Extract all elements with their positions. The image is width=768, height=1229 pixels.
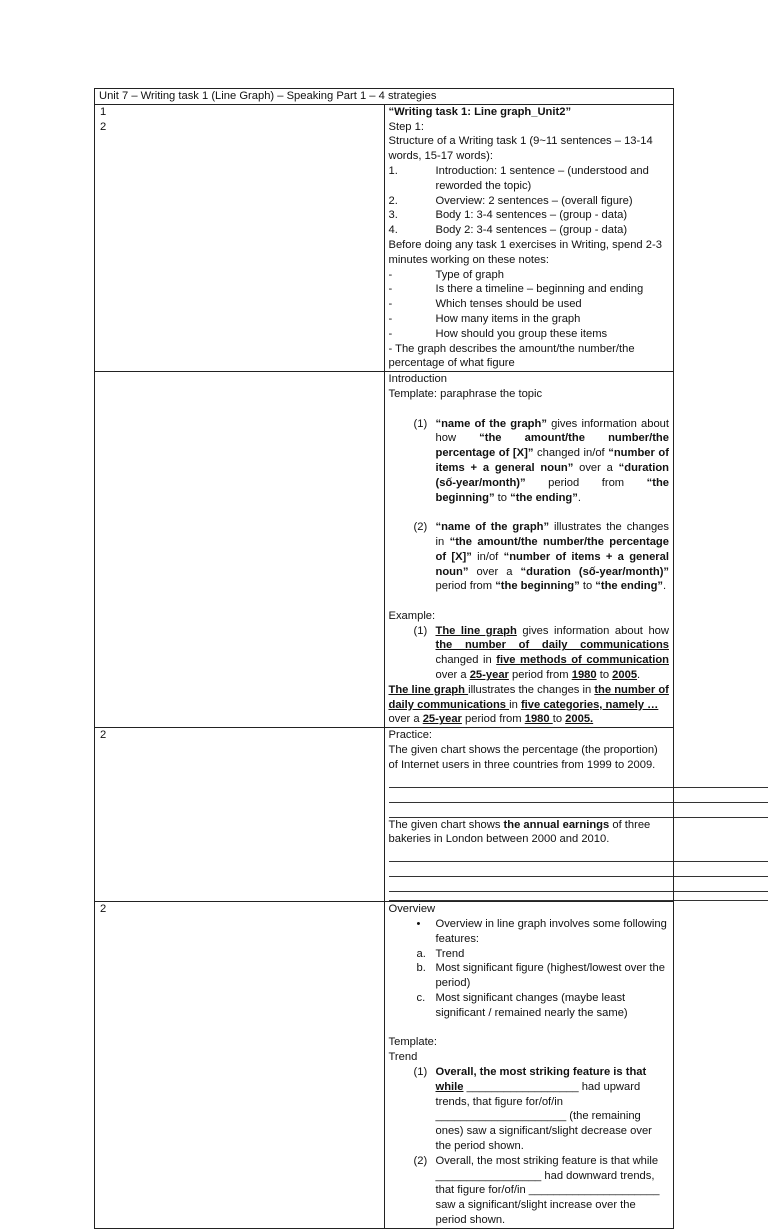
answer-line[interactable] (389, 788, 768, 803)
intro-label: Introduction (389, 372, 670, 387)
structure-intro: Structure of a Writing task 1 (9~11 sentences – 13-14 words, 15-17 words): (389, 134, 670, 164)
last-note: - The graph describes the amount/the number/the percentage of what figure (389, 342, 670, 372)
list-item: - Which tenses should be used (389, 297, 670, 312)
practice-prompt-2: The given chart shows the annual earnings of three bakeries in London between 2000 and 2010. (389, 818, 670, 848)
answer-line[interactable] (389, 847, 768, 862)
example-label: Example: (389, 609, 670, 624)
template-label: Template: (389, 1035, 670, 1050)
step-label: Step 1: (389, 120, 670, 135)
list-item: - How many items in the graph (389, 312, 670, 327)
trend-label: Trend (389, 1050, 670, 1065)
practice-prompt-1: The given chart shows the percentage (the proportion) of Internet users in three countries from 1999 to 2009. (389, 743, 670, 773)
template-2: (2) “name of the graph” illustrates the changes in “the amount/the number/the percentage of [X]” in/of “number of items + a general noun” over a “duration (số-year/month)” period from “the beginning” to “the ending”. (414, 520, 670, 594)
practice-label: Practice: (389, 728, 670, 743)
row-number: 2 (95, 902, 385, 1229)
answer-line[interactable] (389, 773, 768, 788)
overview-template-1: (1) Overall, the most striking feature is that while __________________ had upward trends, that figure for/of/in _____________________ (the remaining ones) saw a significant/slight decrease over the period shown. (414, 1065, 670, 1154)
overview-section (384, 902, 674, 1229)
list-item: 2. Overview: 2 sentences – (overall figure) (389, 194, 670, 209)
row-number: 2 (95, 728, 385, 902)
structure-section (384, 104, 674, 371)
structure-list (389, 164, 670, 238)
notes-intro: Before doing any task 1 exercises in Writing, spend 2-3 minutes working on these notes: (389, 238, 670, 268)
list-item: 4. Body 2: 3-4 sentences – (group - data) (389, 223, 670, 238)
list-item: - Is there a timeline – beginning and ending (389, 282, 670, 297)
row-number: 1 2 (95, 104, 385, 371)
list-item: c. Most significant changes (maybe least significant / remained nearly the same) (417, 991, 670, 1021)
example-1: (1) The line graph gives information about how the number of daily communications changed in five methods of communication over a 25-year period from 1980 to 2005. (414, 624, 670, 683)
row-number (95, 372, 385, 728)
answer-line[interactable] (389, 877, 768, 892)
example-2: The line graph illustrates the changes in the number of daily communications in five categories, namely … over a 25-year period from 1980 to 2005. (389, 683, 670, 727)
notes-list (389, 268, 670, 342)
document-page (94, 88, 674, 1229)
list-item: 1. Introduction: 1 sentence – (understood and reworded the topic) (389, 164, 670, 194)
list-item: - How should you group these items (389, 327, 670, 342)
list-item: b. Most significant figure (highest/lowest over the period) (417, 961, 670, 991)
practice-section (384, 728, 674, 902)
template-1: (1) “name of the graph” gives information about how “the amount/the number/the percentage of [X]” changed in/of “number of items + a general noun” over a “duration (số-year/month)” period from “the beginning” to “the ending”. (414, 417, 670, 506)
answer-line[interactable] (389, 862, 768, 877)
list-item: a. Trend (417, 947, 670, 962)
section-heading: “Writing task 1: Line graph_Unit2” (389, 105, 670, 120)
lesson-table (94, 88, 674, 1229)
answer-line[interactable] (389, 803, 768, 818)
list-item: 3. Body 1: 3-4 sentences – (group - data) (389, 208, 670, 223)
overview-template-2: (2) Overall, the most striking feature is that while _________________ had downward trends, that figure for/of/in _____________________ saw a significant/slight increase over the period shown. (414, 1154, 670, 1228)
bullet-item: • Overview in line graph involves some following features: (417, 917, 670, 947)
overview-label: Overview (389, 902, 670, 917)
table-header: Unit 7 – Writing task 1 (Line Graph) – Speaking Part 1 – 4 strategies (95, 89, 674, 105)
introduction-section (384, 372, 674, 728)
intro-template: Template: paraphrase the topic (389, 387, 670, 402)
list-item: - Type of graph (389, 268, 670, 283)
answer-line[interactable] (389, 892, 768, 901)
